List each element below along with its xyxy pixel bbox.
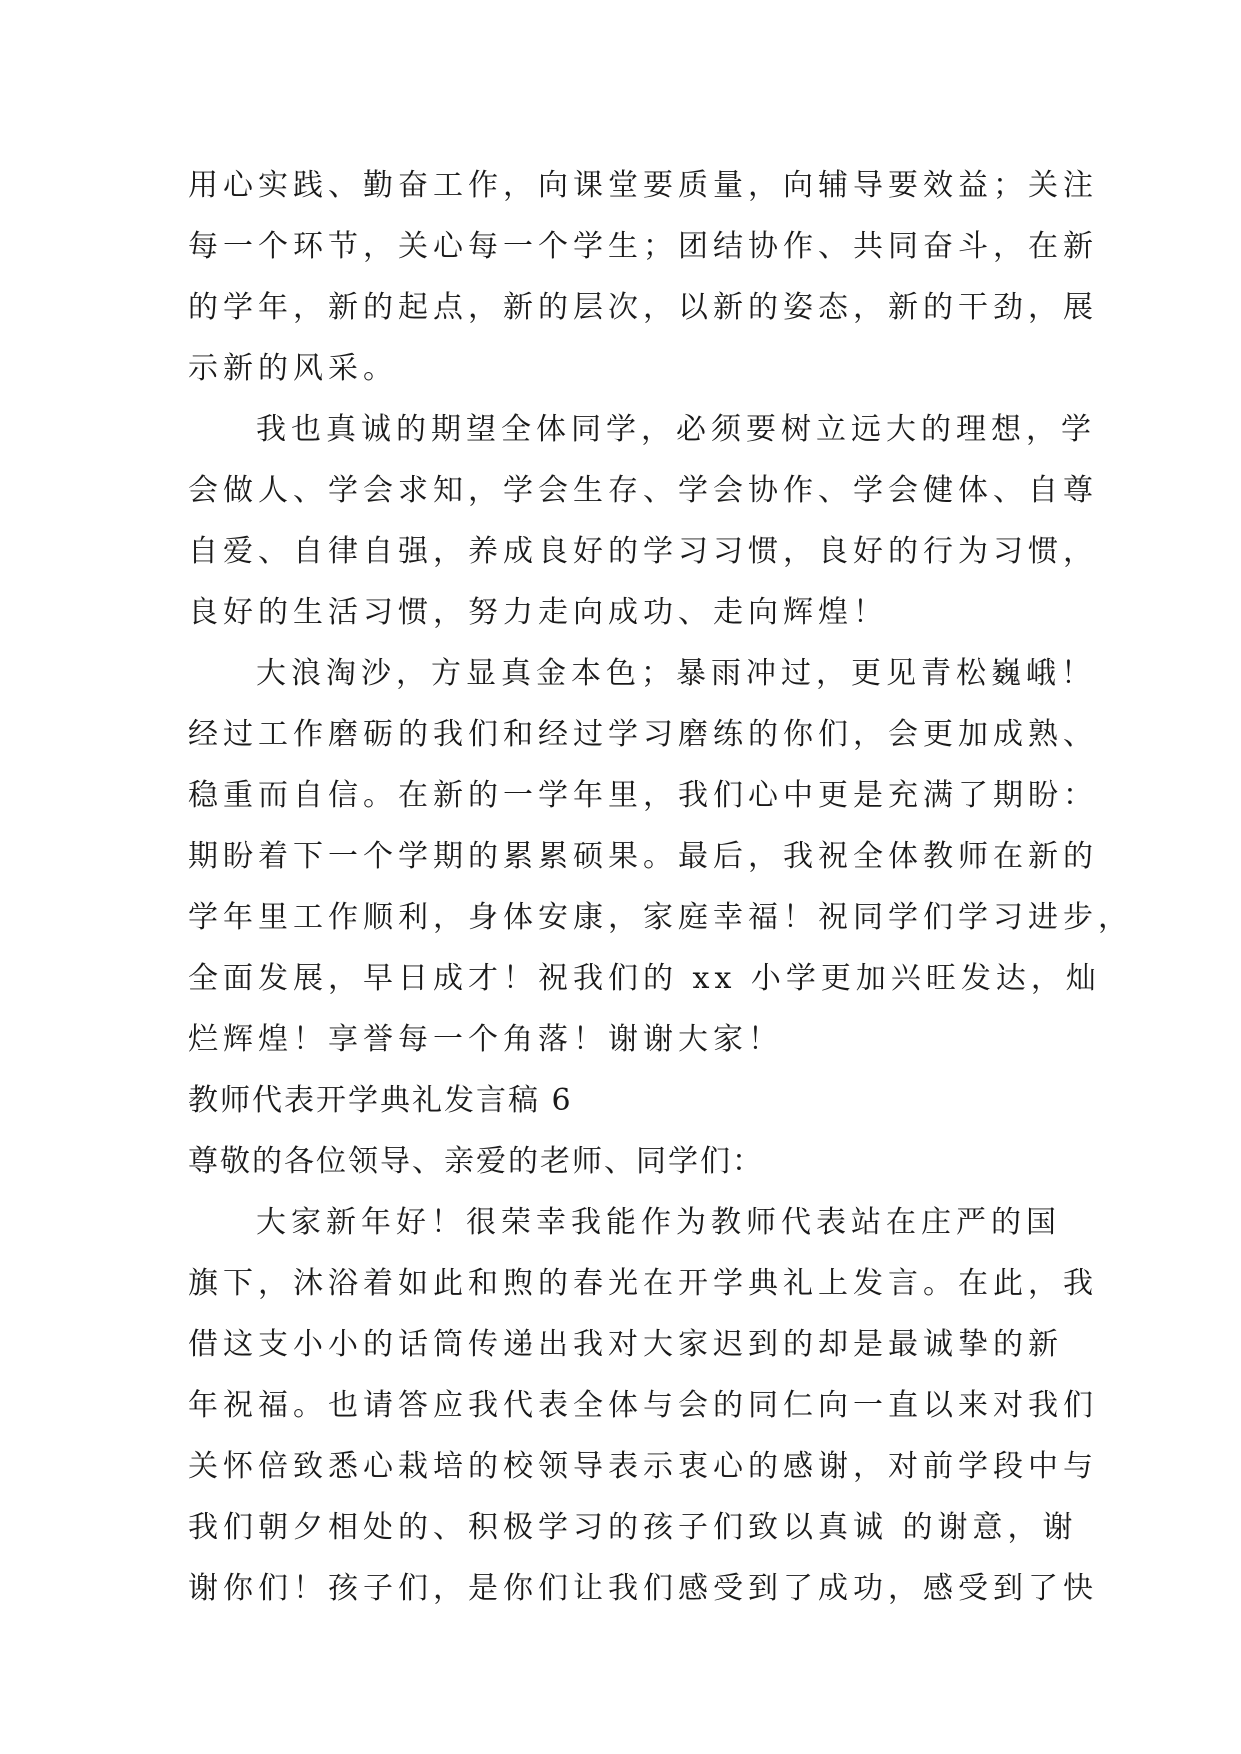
text-line: 良好的生活习惯，努力走向成功、走向辉煌！ [188,595,888,630]
text-line: 全面发展，早日成才！祝我们的 xx 小学更加兴旺发达，灿 [188,961,1101,996]
text-line: 年祝福。也请答应我代表全体与会的同仁向一直以来对我们 [188,1388,1098,1423]
text-line: 稳重而自信。在新的一学年里，我们心中更是充满了期盼： [188,778,1098,813]
text-line: 期盼着下一个学期的累累硕果。最后，我祝全体教师在新的 [188,839,1098,874]
text-line: 用心实践、勤奋工作，向课堂要质量，向辅导要效益；关注 [188,168,1098,203]
text-line: 经过工作磨砺的我们和经过学习磨练的你们，会更加成熟、 [188,717,1098,752]
salutation: 尊敬的各位领导、亲爱的老师、同学们： [188,1144,764,1179]
text-line: 旗下，沐浴着如此和煦的春光在开学典礼上发言。在此，我 [188,1266,1098,1301]
text-line: 自爱、自律自强，养成良好的学习习惯，良好的行为习惯， [188,534,1098,569]
text-line: 大浪淘沙，方显真金本色；暴雨冲过，更见青松巍峨！ [256,656,1096,691]
text-line: 示新的风采。 [188,351,398,386]
text-line: 学年里工作顺利，身体安康，家庭幸福！祝同学们学习进步， [188,900,1133,935]
text-line: 我们朝夕相处的、积极学习的孩子们致以真诚 的谢意，谢 [188,1510,1078,1545]
text-line: 会做人、学会求知，学会生存、学会协作、学会健体、自尊 [188,473,1098,508]
text-line: 的学年，新的起点，新的层次，以新的姿态，新的干劲，展 [188,290,1098,325]
section-heading: 教师代表开学典礼发言稿 6 [188,1083,573,1118]
text-line: 大家新年好！很荣幸我能作为教师代表站在庄严的国 [256,1205,1061,1240]
text-line: 每一个环节，关心每一个学生；团结协作、共同奋斗，在新 [188,229,1098,264]
text-line: 我也真诚的期望全体同学，必须要树立远大的理想，学 [256,412,1096,447]
text-line: 谢你们！孩子们，是你们让我们感受到了成功，感受到了快 [188,1571,1098,1606]
document-page [188,155,1133,1619]
text-line: 烂辉煌！享誉每一个角落！谢谢大家！ [188,1022,783,1057]
text-line: 关怀倍致悉心栽培的校领导表示衷心的感谢，对前学段中与 [188,1449,1098,1484]
text-line: 借这支小小的话筒传递出我对大家迟到的却是最诚挚的新 [188,1327,1063,1362]
